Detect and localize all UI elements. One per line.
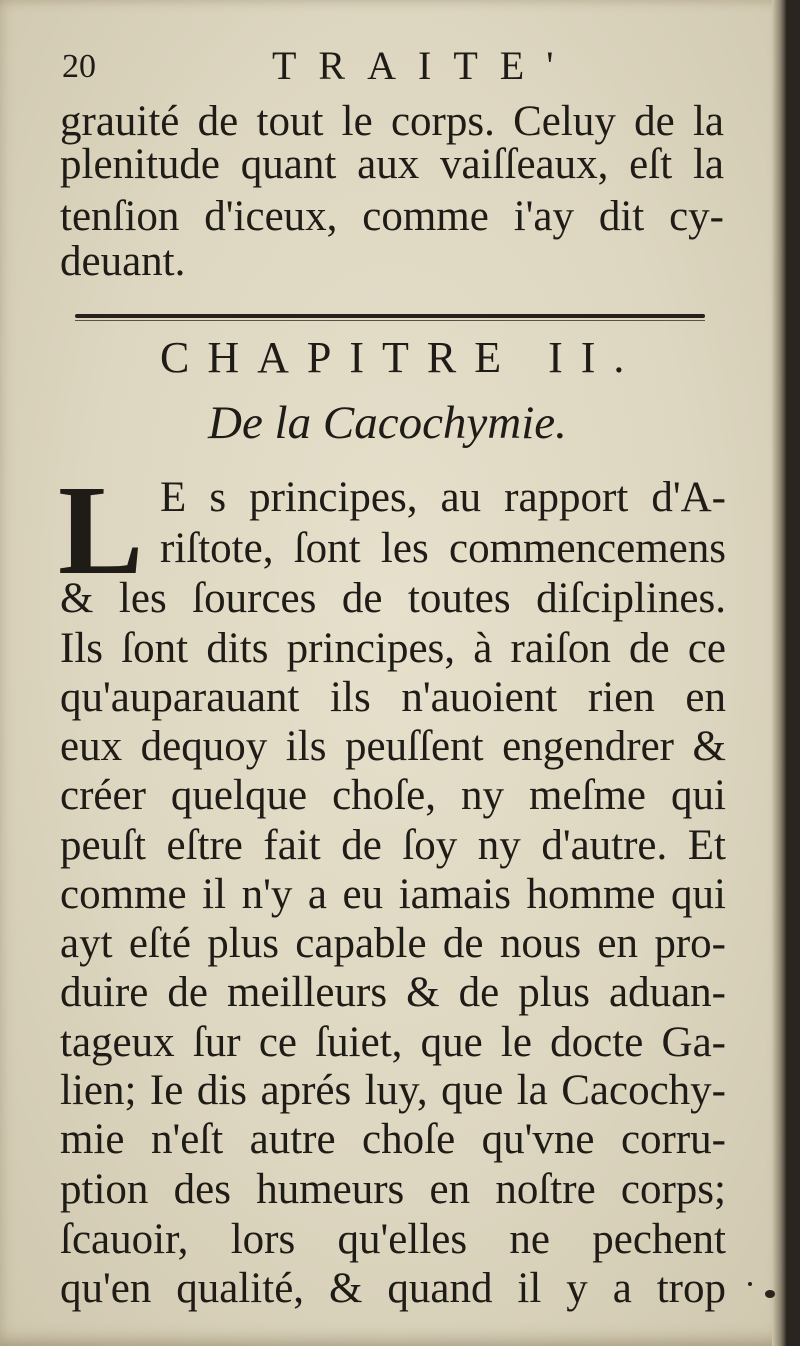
text-line: & les ſources de toutes diſciplines. [60, 575, 726, 622]
text-line: grauité de tout le corps. Celuy de la [60, 98, 724, 145]
text-line: mie n'eſt autre choſe qu'vne corru- [60, 1116, 726, 1163]
text-line: deuant. [60, 238, 186, 285]
page-header [62, 42, 732, 94]
section-rule-thin [75, 320, 705, 321]
drop-cap: L [58, 459, 144, 601]
ink-fleck [748, 1282, 752, 1286]
text-line: créer quelque choſe, ny meſme qui [60, 772, 726, 819]
ink-fleck [765, 1290, 775, 1298]
chapter-subtitle: De la Cacochymie. [208, 397, 567, 449]
text-line: tenſion d'iceux, comme i'ay dit cy- [60, 193, 724, 240]
text-line: qu'auparauant ils n'auoient rien en [60, 674, 726, 721]
text-line: ayt eſté plus capable de nous en pro- [60, 920, 726, 967]
text-line: lien; Ie dis aprés luy, que la Cacochy- [60, 1067, 726, 1114]
text-line: qu'en qualité, & quand il y a trop [60, 1265, 726, 1312]
page-number: 20 [62, 48, 96, 85]
section-rule [75, 314, 705, 318]
text-line: tageux ſur ce ſuiet, que le docte Ga- [60, 1019, 726, 1066]
text-line: ſcauoir, lors qu'elles ne pechent [60, 1216, 726, 1263]
text-line: E s principes, au rapport d'A- [160, 474, 726, 521]
text-line: comme il n'y a eu iamais homme qui [60, 871, 726, 918]
text-line: ption des humeurs en noſtre corps; [60, 1166, 726, 1213]
page-edge [772, 0, 786, 1346]
text-line: riſtote, ſont les commencemens [160, 525, 726, 572]
running-title: TRAITE' [272, 43, 576, 88]
text-line: eux dequoy ils peuſſent engendrer & [60, 723, 726, 770]
chapter-title: CHAPITRE II. [160, 333, 643, 382]
text-line: duire de meilleurs & de plus aduan- [60, 969, 726, 1016]
text-line: Ils ſont dits principes, à raiſon de ce [60, 625, 726, 672]
text-line: peuſt eſtre fait de ſoy ny d'autre. Et [60, 822, 726, 869]
text-line: plenitude quant aux vaiſſeaux, eſt la [60, 141, 724, 188]
